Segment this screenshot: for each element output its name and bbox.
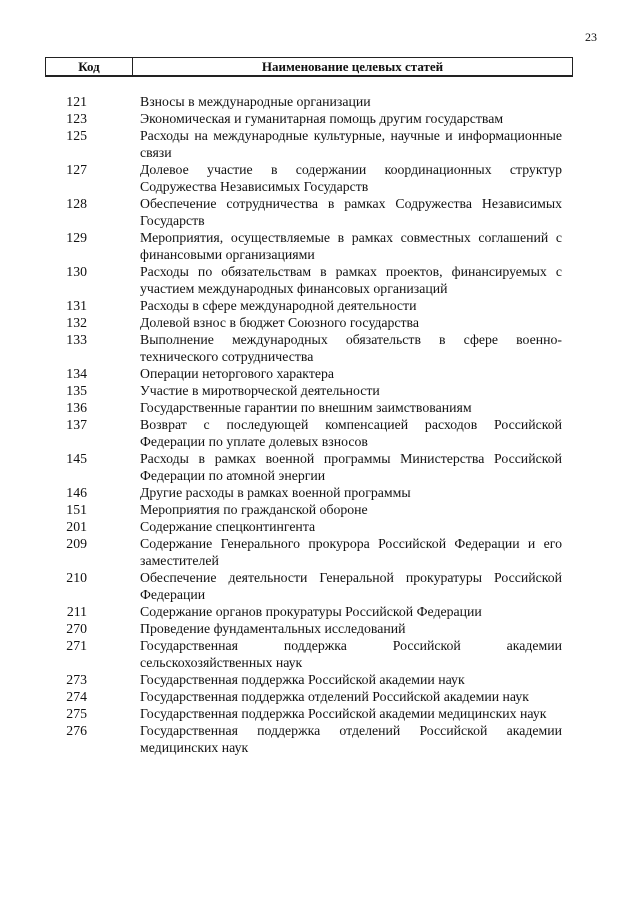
row-code: 276 [66,723,87,738]
row-code: 209 [66,536,87,551]
row-name: Государственные гарантии по внешним заимствованиям [140,400,472,415]
row-name: Обеспечение деятельности Генеральной прокуратуры Российской Федерации [140,570,562,602]
table-row [0,110,640,127]
table-row [0,688,640,705]
row-name: Выполнение международных обязательств в сфере военно-технического сотрудничества [140,332,562,364]
row-name: Мероприятия по гражданской обороне [140,502,368,517]
row-name: Экономическая и гуманитарная помощь другим государствам [140,111,504,126]
row-code: 270 [66,621,87,636]
table-row [0,620,640,637]
table-row [0,450,640,484]
row-code: 271 [66,638,87,653]
row-code: 210 [66,570,87,585]
row-code: 121 [66,94,87,109]
row-name: Государственная поддержка Российской академии наук [140,672,465,687]
row-name: Содержание Генерального прокурора Российской Федерации и его заместителей [140,536,562,568]
row-code: 136 [66,400,87,415]
row-name: Государственная поддержка Российской академии сельскохозяйственных наук [140,638,562,670]
table-row [0,569,640,603]
row-name: Долевое участие в содержании координационных структур Содружества Независимых Государств [140,162,562,194]
table-row [0,195,640,229]
row-name: Проведение фундаментальных исследований [140,621,406,636]
table-row [0,331,640,365]
table-row [0,722,640,756]
row-name: Государственная поддержка отделений Российской академии наук [140,689,529,704]
table-row [0,127,640,161]
row-code: 146 [66,485,87,500]
row-code: 135 [66,383,87,398]
row-code: 151 [66,502,87,517]
table-row [0,671,640,688]
row-code: 130 [66,264,87,279]
row-code: 127 [66,162,87,177]
row-code: 131 [66,298,87,313]
row-code: 134 [66,366,87,381]
row-name: Расходы на международные культурные, научные и информационные связи [140,128,562,160]
row-code: 201 [66,519,87,534]
row-code: 133 [66,332,87,347]
header-name: Наименование целевых статей [261,59,444,74]
table-header [45,57,573,77]
table-row [0,161,640,195]
page-number: 23 [585,30,597,44]
row-code: 132 [66,315,87,330]
row-name: Возврат с последующей компенсацией расходов Российской Федерации по уплате долевых взносов [140,417,562,449]
row-code: 123 [66,111,87,126]
table-row [0,637,640,671]
row-code: 125 [66,128,87,143]
row-name: Содержание спецконтингента [140,519,316,534]
table-row [0,365,640,382]
table-row [0,263,640,297]
row-code: 211 [66,604,87,619]
table-row [0,518,640,535]
row-code: 274 [66,689,87,704]
row-code: 145 [66,451,87,466]
table-row [0,229,640,263]
table-row [0,484,640,501]
table-row [0,314,640,331]
row-code: 129 [66,230,87,245]
row-name: Расходы в сфере международной деятельности [140,298,417,313]
row-name: Операции неторгового характера [140,366,334,381]
row-code: 137 [66,417,87,432]
row-name: Взносы в международные организации [140,94,371,109]
table-row [0,603,640,620]
table-row [0,399,640,416]
table-row [0,382,640,399]
table-row [0,297,640,314]
table-row [0,535,640,569]
table-row [0,93,640,110]
row-name: Государственная поддержка Российской академии медицинских наук [140,706,547,721]
row-code: 128 [66,196,87,211]
row-name: Участие в миротворческой деятельности [140,383,380,398]
table-row [0,416,640,450]
row-name: Мероприятия, осуществляемые в рамках совместных соглашений с финансовыми организациями [140,230,562,262]
row-code: 273 [66,672,87,687]
header-code: Код [46,58,133,75]
row-code: 275 [66,706,87,721]
row-name: Другие расходы в рамках военной программы [140,485,411,500]
row-name: Обеспечение сотрудничества в рамках Содружества Независимых Государств [140,196,562,228]
row-name: Расходы в рамках военной программы Министерства Российской Федерации по атомной энергии [140,451,562,483]
row-name: Содержание органов прокуратуры Российской Федерации [140,604,482,619]
table-row [0,705,640,722]
row-name: Государственная поддержка отделений Российской академии медицинских наук [140,723,562,755]
table-row [0,501,640,518]
row-name: Расходы по обязательствам в рамках проектов, финансируемых с участием международных финансовых организаций [140,264,562,296]
target-articles-list [0,93,640,756]
row-name: Долевой взнос в бюджет Союзного государства [140,315,419,330]
